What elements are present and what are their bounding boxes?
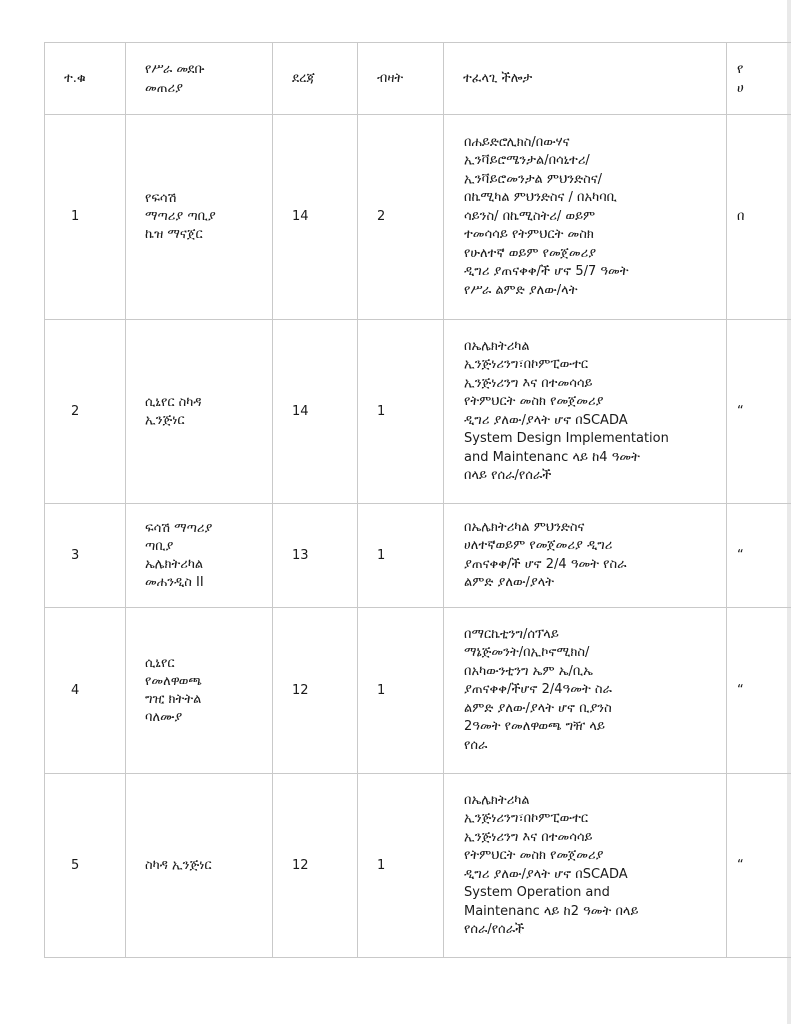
cell-no: 3 bbox=[45, 504, 126, 608]
cell-quantity: 1 bbox=[358, 504, 444, 608]
cell-no: 4 bbox=[45, 608, 126, 774]
cell-extra: “ bbox=[727, 774, 791, 958]
cell-requirement: በኤሌክትሪካል ኢንጅነሪንግ፣በኮምፒውተር ኢንጅነሪንግ እና በተመሳሳይ የትምህርት መስክ የመጀመሪያ ዲግሪ ያለው/ያላት ሆኖ በSCADA System Design Implementation and Maintenanc ላይ ከ4 ዓመት በላይ የሰራ/የሰራች bbox=[444, 320, 727, 504]
cell-grade: 12 bbox=[273, 608, 358, 774]
cell-extra: “ bbox=[727, 320, 791, 504]
cell-requirement: በኤሌክትሪካል ኢንጅነሪንግ፣በኮምፒውተር ኢንጅነሪንግ እና በተመሳሳይ የትምህርት መስክ የመጀመሪያ ዲግሪ ያለው/ያላት ሆኖ በSCADA System Operation and Maintenanc ላይ ከ2 ዓመት በላይ የሰራ/የሰራች bbox=[444, 774, 727, 958]
cell-no: 2 bbox=[45, 320, 126, 504]
cell-no: 5 bbox=[45, 774, 126, 958]
cell-grade: 14 bbox=[273, 320, 358, 504]
header-job-title: የሥራ መደቡ መጠሪያ bbox=[126, 43, 273, 115]
cell-job-title: ስካዳ ኢንጅነር bbox=[126, 774, 273, 958]
header-extra: የ ሀ bbox=[727, 43, 791, 115]
cell-quantity: 1 bbox=[358, 320, 444, 504]
cell-job-title: ሲኒየር የመለዋወጫ ግዢ ክትትል ባለሙያ bbox=[126, 608, 273, 774]
cell-requirement: በኤሌክትሪካል ምህንድስና ሀለተኛወይም የመጀመሪያ ዲግሪ ያጠናቀቀ/ች ሆኖ 2/4 ዓመት የስራ ልምድ ያለው/ያላት bbox=[444, 504, 727, 608]
header-grade: ደረጃ bbox=[273, 43, 358, 115]
cell-job-title: የፍሳሽ ማጣሪያ ጣቢያ ኬዝ ማናጀር bbox=[126, 115, 273, 320]
cell-grade: 14 bbox=[273, 115, 358, 320]
cell-extra: በ bbox=[727, 115, 791, 320]
cell-grade: 13 bbox=[273, 504, 358, 608]
table-row bbox=[45, 320, 791, 504]
table-row bbox=[45, 504, 791, 608]
table-row bbox=[45, 774, 791, 958]
cell-no: 1 bbox=[45, 115, 126, 320]
cell-grade: 12 bbox=[273, 774, 358, 958]
cell-quantity: 1 bbox=[358, 608, 444, 774]
cell-requirement: በሐይድሮሊክስ/በውሃና ኢንቫይሮሜንታል/በሳኒተሪ/ ኢንቫይሮመንታል ምህንድስና/ በኬሚካል ምህንድስና / በአካባቢ ሳይንስ/ በኬሚስትሪ/ ወይም ተመሳሳይ የትምህርት መስክ የሁለተኛ ወይም የመጀመሪያ ዲግሪ ያጠናቀቀ/ች ሆኖ 5/7 ዓመት የሥራ ልምድ ያለው/ላት bbox=[444, 115, 727, 320]
job-vacancy-table bbox=[44, 42, 791, 958]
header-quantity: ብዛት bbox=[358, 43, 444, 115]
cell-quantity: 2 bbox=[358, 115, 444, 320]
cell-quantity: 1 bbox=[358, 774, 444, 958]
table-row bbox=[45, 115, 791, 320]
table-row bbox=[45, 608, 791, 774]
header-no: ተ.ቁ bbox=[45, 43, 126, 115]
table-header-row bbox=[45, 43, 791, 115]
cell-extra: “ bbox=[727, 608, 791, 774]
cell-requirement: በማርኬቲንግ/ሰፕላይ ማኔጅመንት/በኢኮኖሚክስ/ በአካውንቲንግ ኤም ኤ/ቢኤ ያጠናቀቀ/ችሆኖ 2/4ዓመት ስራ ልምድ ያለው/ያላት ሆኖ ቢያንስ 2ዓመት የመለዋወጫ ግዥ ላይ የሰራ bbox=[444, 608, 727, 774]
header-requirement: ተፈላጊ ችሎታ bbox=[444, 43, 727, 115]
cell-extra: “ bbox=[727, 504, 791, 608]
cell-job-title: ሲኒየር ስካዳ ኢንጅነር bbox=[126, 320, 273, 504]
cell-job-title: ፍሳሽ ማጣሪያ ጣቢያ ኤሌክትሪካል መሐንዲስ II bbox=[126, 504, 273, 608]
